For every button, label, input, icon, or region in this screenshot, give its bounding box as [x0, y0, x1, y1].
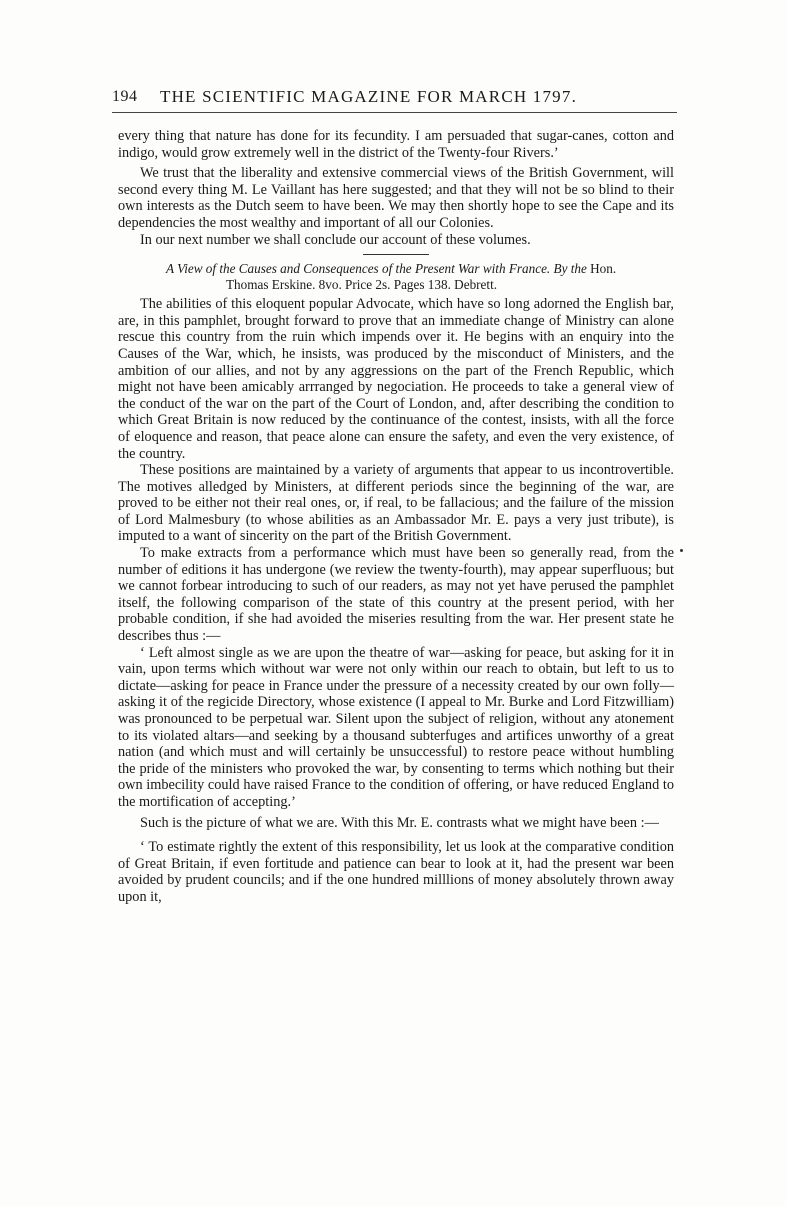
paragraph-picture: Such is the picture of what we are. With this Mr. E. contrasts what we might have been :—: [140, 814, 659, 831]
header-rule: [112, 112, 677, 113]
margin-mark: [680, 549, 683, 552]
quote-estimate: ‘ To estimate rightly the extent of this responsibility, let us look at the comparative condition of Great Britain, if even fortitude and patience can bear to look at it, had the present war been avoided by prudent councils; and if the one hundred milllions of money absolutely thrown away upon it,: [118, 839, 674, 905]
paragraph-next-number: In our next number we shall conclude our account of these volumes.: [140, 231, 531, 248]
article-body: [118, 128, 674, 906]
paragraph-positions: These positions are maintained by a variety of arguments that appear to us incontrovertible. The motives alledged by Ministers, at different periods since the beginning of the war, are proved to be either not their real ones, or, if real, to be fallacious; and the failure of the mission of Lord Malmesbury (to whose abilities as an Ambassador Mr. E. pays a very just tribute), is imputed to a want of sincerity on the part of the British Government.: [118, 462, 674, 545]
review-title: [118, 261, 674, 292]
review-title-hon: Hon.: [590, 261, 617, 277]
review-title-italic: A View of the Causes and Consequences of the Present War with France. By the: [166, 261, 587, 277]
page-number: 194: [112, 88, 138, 105]
page-header: [112, 86, 684, 116]
section-divider: [363, 254, 429, 255]
paragraph-continuation: every thing that nature has done for its fecundity. I am persuaded that sugar-canes, cotton and indigo, would grow extremely well in the district of the Twenty-four Rivers.’: [118, 128, 674, 161]
paragraph-liberality: We trust that the liberality and extensive commercial views of the British Government, will second every thing M. Le Vaillant has here suggested; and that they will not be so blind to their own interests as the Dutch seem to have been. We may then shortly hope to see the Cape and its dependencies the most wealthy and important of all our Colonies.: [118, 165, 674, 231]
review-title-author: Thomas Erskine. 8vo. Price 2s. Pages 138. Debrett.: [226, 276, 498, 292]
running-head: THE SCIENTIFIC MAGAZINE FOR MARCH 1797.: [160, 87, 578, 106]
paragraph-extracts: To make extracts from a performance which must have been so generally read, from the number of editions it has undergone (we review the twenty-fourth), may appear superfluous; but we cannot forbear introducing to such of our readers, as may not yet have perused the pamphlet itself, the following comparison of the state of this country at the present period, with her probable condition, if she had avoided the miseries resulting from the war. Her present state he describes thus :—: [118, 545, 674, 645]
quote-present-state: ‘ Left almost single as we are upon the theatre of war—asking for peace, but asking for it in vain, upon terms which without war were not only within our reach to obtain, but left to us to dictate—asking for peace in France under the pressure of a necessity created by our own folly—asking it of the regicide Directory, whose existence (I appeal to Mr. Burke and Lord Fitzwilliam) was pronounced to be perpetual war. Silent upon the subject of religion, without any atonement to its violated altars—and seeking by a thousand subterfuges and artifices unworthy of a great nation (and which must and will certainly be unsuccessful) to restore peace without humbling the pride of the ministers who provoked the war, by consenting to terms which nothing but their own imbecility could have raised France to the condition of offering, or have reduced England to the mortification of accepting.’: [118, 644, 674, 810]
paragraph-abilities: The abilities of this eloquent popular Advocate, which have so long adorned the English bar, are, in this pamphlet, brought forward to prove that an immediate change of Ministry can alone rescue this country from the ruin which impends over it. He begins with an enquiry into the Causes of the War, which, he insists, was produced by the misconduct of Ministers, and the ambition of our allies, and not by any aggressions on the part of the French Republic, which might not have been amicably arrranged by negociation. He proceeds to take a general view of the conduct of the war on the part of the Court of London, and, after describing the condition to which Great Britain is now reduced by the continuance of the contest, insists, with all the force of eloquence and reason, that peace alone can ensure the safety, and even the very existence, of the country.: [118, 296, 674, 462]
